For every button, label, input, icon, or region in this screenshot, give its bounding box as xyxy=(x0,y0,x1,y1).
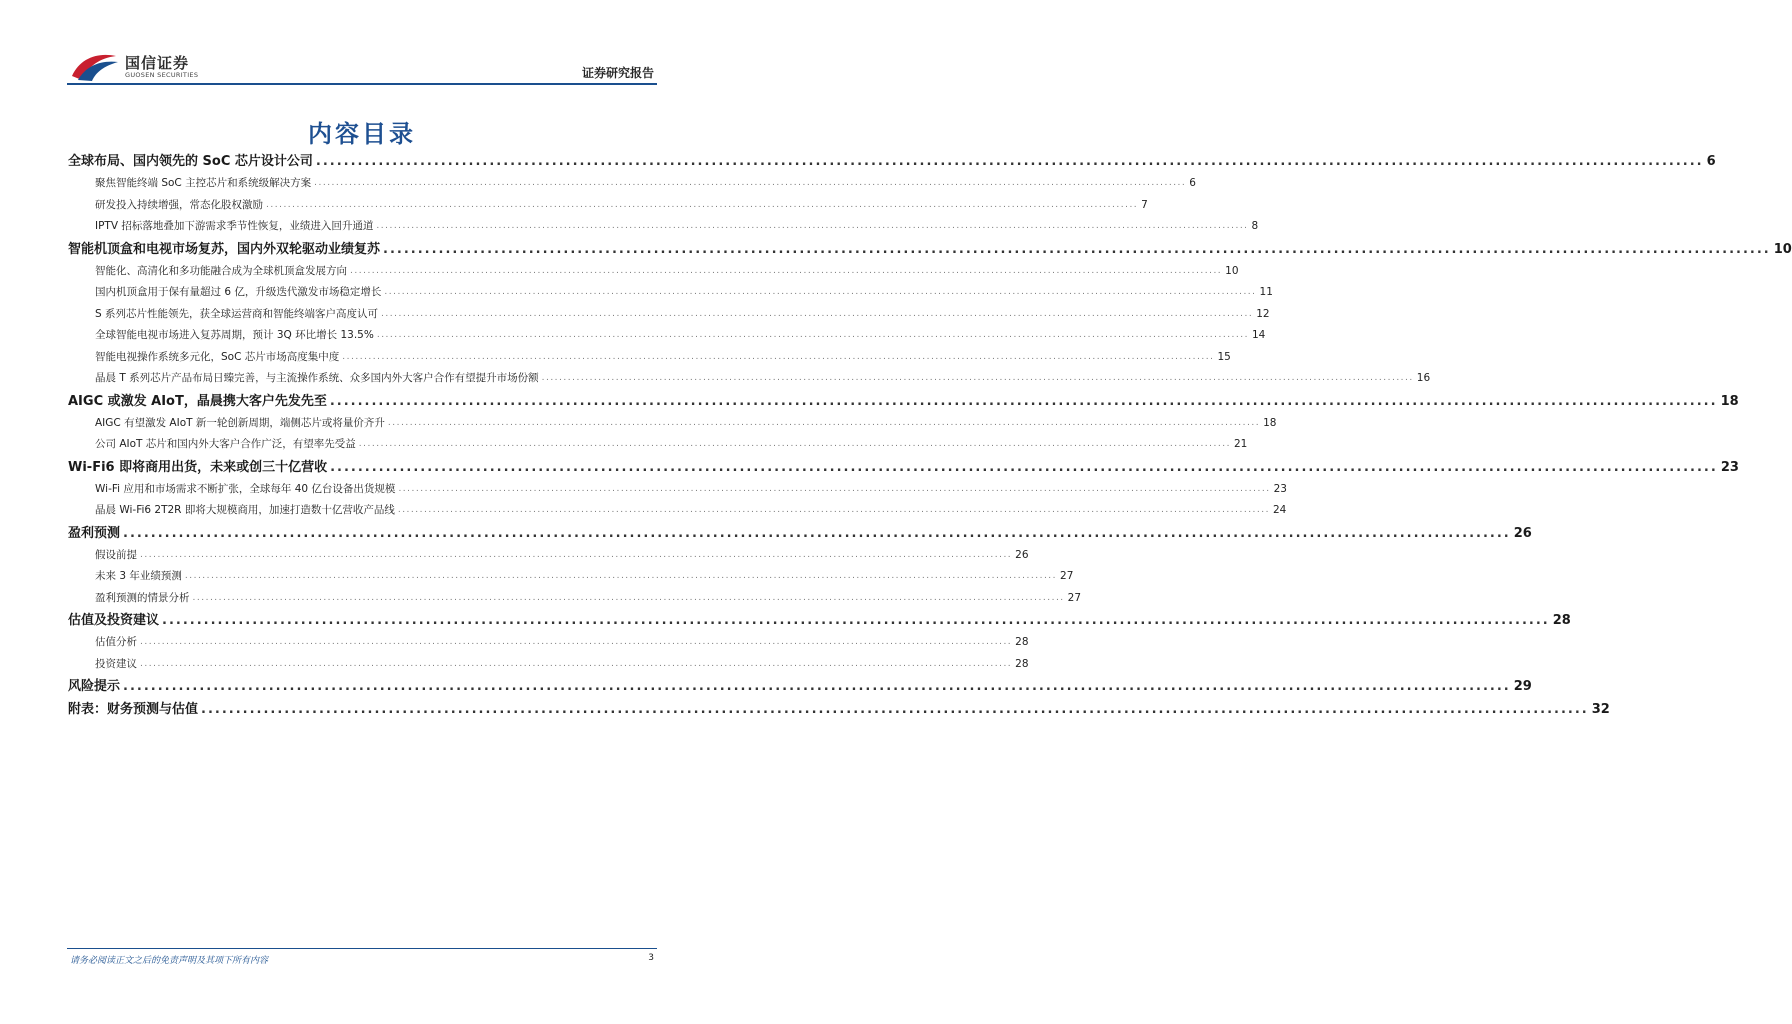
guosen-logo xyxy=(70,50,240,84)
toc-entry-label: 附表：财务预测与估值 xyxy=(68,702,199,717)
toc-leader-dots: ........................................................................................................................................................................................................ xyxy=(140,549,1013,560)
toc-subsection-entry[interactable] xyxy=(68,588,1082,610)
toc-section-entry[interactable] xyxy=(68,150,1716,173)
toc-entry-page: 26 xyxy=(1513,525,1532,541)
logo-chinese-name: 国信证券 xyxy=(125,54,190,72)
toc-entry-label: 智能化、高清化和多功能融合成为全球机顶盒发展方向 xyxy=(95,264,347,277)
footer-disclaimer: 请务必阅读正文之后的免责声明及其项下所有内容 xyxy=(70,956,269,966)
toc-leader-dots: ........................................................................................................................................................................................................ xyxy=(387,417,1261,428)
toc-entry-label: IPTV 招标落地叠加下游需求季节性恢复，业绩进入回升通道 xyxy=(95,220,374,232)
toc-entry-label: 智能电视操作系统多元化，SoC 芯片市场高度集中度 xyxy=(95,350,340,363)
toc-entry-label: S 系列芯片性能领先，获全球运营商和智能终端客户高度认可 xyxy=(95,307,379,320)
toc-entry-label: 公司 AIoT 芯片和国内外大客户合作广泛，有望率先受益 xyxy=(95,438,356,450)
toc-entry-page: 32 xyxy=(1591,702,1610,717)
toc-leader-dots: ........................................................................................................................................................................................................ xyxy=(376,330,1249,340)
toc-entry-label: 全球布局、国内领先的 SoC 芯片设计公司 xyxy=(68,154,313,169)
toc-subsection-entry[interactable] xyxy=(68,282,1273,304)
toc-subsection-entry[interactable] xyxy=(68,479,1287,501)
toc-subsection-entry[interactable] xyxy=(68,261,1239,283)
toc-entry-label: 智能机顶盒和电视市场复苏，国内外双轮驱动业绩复苏 xyxy=(68,241,381,257)
toc-entry-label: 假设前提 xyxy=(95,548,137,561)
toc-section-entry[interactable] xyxy=(68,522,1532,545)
toc-entry-label: Wi-Fi 应用和市场需求不断扩张，全球每年 40 亿台设备出货规模 xyxy=(95,482,396,495)
report-type-label: 证券研究报告 xyxy=(581,66,654,80)
toc-subsection-entry[interactable] xyxy=(68,545,1029,567)
toc-entry-page: 29 xyxy=(1513,679,1532,694)
toc-section-entry[interactable] xyxy=(68,675,1532,698)
toc-entry-page: 8 xyxy=(1251,220,1259,232)
toc-entry-label: 研发投入持续增强，常态化股权激励 xyxy=(95,198,263,211)
toc-entry-page: 27 xyxy=(1067,591,1082,604)
toc-subsection-entry[interactable] xyxy=(68,216,1259,238)
toc-entry-label: 投资建议 xyxy=(95,657,137,670)
toc-subsection-entry[interactable] xyxy=(68,413,1277,435)
toc-entry-label: AIGC 有望激发 AIoT 新一轮创新周期，端侧芯片或将量价齐升 xyxy=(95,416,385,429)
header-divider xyxy=(67,83,657,85)
toc-leader-dots: ........................................................................................................................................................................................................ xyxy=(398,483,1271,494)
toc-subsection-entry[interactable] xyxy=(68,434,1248,456)
toc-leader-dots: ........................................................................................................................................................................................................ xyxy=(350,265,1223,276)
toc-subsection-entry[interactable] xyxy=(68,304,1270,326)
toc-entry-label: AIGC 或激发 AIoT，晶晨携大客户先发先至 xyxy=(68,393,327,409)
toc-entry-label: 估值及投资建议 xyxy=(68,613,160,628)
toc-leader-dots: ........................................................................................................................................................................................................ xyxy=(162,613,1550,628)
toc-section-entry[interactable] xyxy=(68,609,1571,632)
toc-entry-page: 28 xyxy=(1015,657,1029,670)
toc-leader-dots: ........................................................................................................................................................................................................ xyxy=(201,702,1589,717)
toc-entry-page: 28 xyxy=(1015,636,1029,648)
toc-leader-dots: ........................................................................................................................................................................................................ xyxy=(140,658,1013,669)
toc-subsection-entry[interactable] xyxy=(68,654,1029,676)
toc-leader-dots: ........................................................................................................................................................................................................ xyxy=(376,221,1249,231)
toc-subsection-entry[interactable] xyxy=(68,347,1231,369)
toc-leader-dots: ........................................................................................................................................................................................................ xyxy=(315,154,1704,169)
toc-leader-dots: ........................................................................................................................................................................................................ xyxy=(329,393,1718,409)
toc-entry-page: 10 xyxy=(1773,241,1792,257)
toc-subsection-entry[interactable] xyxy=(68,368,1431,390)
toc-leader-dots: ........................................................................................................................................................................................................ xyxy=(384,287,1257,297)
toc-entry-page: 18 xyxy=(1263,416,1277,429)
toc-entry-page: 28 xyxy=(1552,613,1571,628)
toc-entry-label: 聚焦智能终端 SoC 主控芯片和系统级解决方案 xyxy=(95,177,312,189)
toc-entry-page: 11 xyxy=(1259,286,1273,298)
toc-title: 内容目录 xyxy=(308,120,416,148)
toc-subsection-entry[interactable] xyxy=(68,632,1029,654)
toc-subsection-entry[interactable] xyxy=(68,500,1287,522)
toc-leader-dots: ........................................................................................................................................................................................................ xyxy=(123,679,1511,694)
toc-subsection-entry[interactable] xyxy=(68,195,1148,217)
toc-leader-dots: ........................................................................................................................................................................................................ xyxy=(140,637,1013,647)
toc-leader-dots: ........................................................................................................................................................................................................ xyxy=(266,199,1139,210)
guosen-logo-mark-icon xyxy=(70,50,120,82)
toc-entry-page: 23 xyxy=(1720,459,1739,475)
toc-leader-dots: ........................................................................................................................................................................................................ xyxy=(383,241,1771,257)
toc-entry-page: 6 xyxy=(1706,154,1716,169)
toc-entry-page: 6 xyxy=(1189,177,1196,189)
toc-leader-dots: ........................................................................................................................................................................................................ xyxy=(184,571,1058,581)
toc-entry-page: 14 xyxy=(1252,329,1266,341)
toc-leader-dots: ........................................................................................................................................................................................................ xyxy=(192,592,1065,603)
toc-entry-page: 15 xyxy=(1217,350,1231,363)
toc-entry-page: 12 xyxy=(1256,307,1270,320)
toc-entry-page: 18 xyxy=(1720,393,1739,409)
toc-entry-label: Wi-Fi6 即将商用出货，未来或创三十亿营收 xyxy=(68,459,328,475)
toc-leader-dots: ........................................................................................................................................................................................................ xyxy=(381,308,1254,319)
toc-entry-label: 盈利预测 xyxy=(68,525,121,541)
toc-leader-dots: ........................................................................................................................................................................................................ xyxy=(397,505,1270,515)
toc-entry-label: 估值分析 xyxy=(95,636,137,648)
footer-divider xyxy=(67,948,657,949)
toc-leader-dots: ........................................................................................................................................................................................................ xyxy=(314,178,1187,188)
toc-entry-label: 风险提示 xyxy=(68,679,121,694)
toc-leader-dots: ........................................................................................................................................................................................................ xyxy=(358,439,1231,449)
toc-entry-label: 未来 3 年业绩预测 xyxy=(95,570,182,582)
toc-entry-page: 23 xyxy=(1273,482,1287,495)
table-of-contents xyxy=(68,150,1792,721)
toc-entry-page: 16 xyxy=(1416,372,1431,384)
toc-entry-page: 7 xyxy=(1141,198,1148,211)
toc-entry-label: 全球智能电视市场进入复苏周期，预计 3Q 环比增长 13.5% xyxy=(95,329,374,341)
toc-entry-page: 24 xyxy=(1273,504,1287,516)
toc-section-entry[interactable] xyxy=(68,390,1739,413)
page-header xyxy=(0,0,724,90)
toc-entry-page: 21 xyxy=(1233,438,1248,450)
toc-subsection-entry[interactable] xyxy=(68,566,1074,588)
toc-entry-label: 国内机顶盒用于保有量超过 6 亿，升级迭代激发市场稳定增长 xyxy=(95,286,382,298)
toc-section-entry[interactable] xyxy=(68,456,1739,479)
logo-english-name: GUOSEN SECURITIES xyxy=(125,71,199,79)
toc-subsection-entry[interactable] xyxy=(68,173,1196,195)
toc-entry-label: 盈利预测的情景分析 xyxy=(95,591,190,604)
toc-leader-dots: ........................................................................................................................................................................................................ xyxy=(342,351,1215,362)
toc-entry-page: 27 xyxy=(1060,570,1074,582)
toc-entry-label: 晶晨 T 系列芯片产品布局日臻完善，与主流操作系统、众多国内外大客户合作有望提升市场份额 xyxy=(95,372,539,384)
toc-section-entry[interactable] xyxy=(68,698,1610,721)
toc-leader-dots: ........................................................................................................................................................................................................ xyxy=(330,459,1718,475)
toc-section-entry[interactable] xyxy=(68,238,1792,261)
toc-leader-dots: ........................................................................................................................................................................................................ xyxy=(541,373,1414,383)
toc-leader-dots: ........................................................................................................................................................................................................ xyxy=(123,525,1511,541)
toc-entry-label: 晶晨 Wi-Fi6 2T2R 即将大规模商用，加速打造数十亿营收产品线 xyxy=(95,504,395,516)
toc-entry-page: 10 xyxy=(1225,264,1239,277)
page-number: 3 xyxy=(648,953,654,963)
toc-subsection-entry[interactable] xyxy=(68,325,1266,347)
toc-entry-page: 26 xyxy=(1015,548,1029,561)
